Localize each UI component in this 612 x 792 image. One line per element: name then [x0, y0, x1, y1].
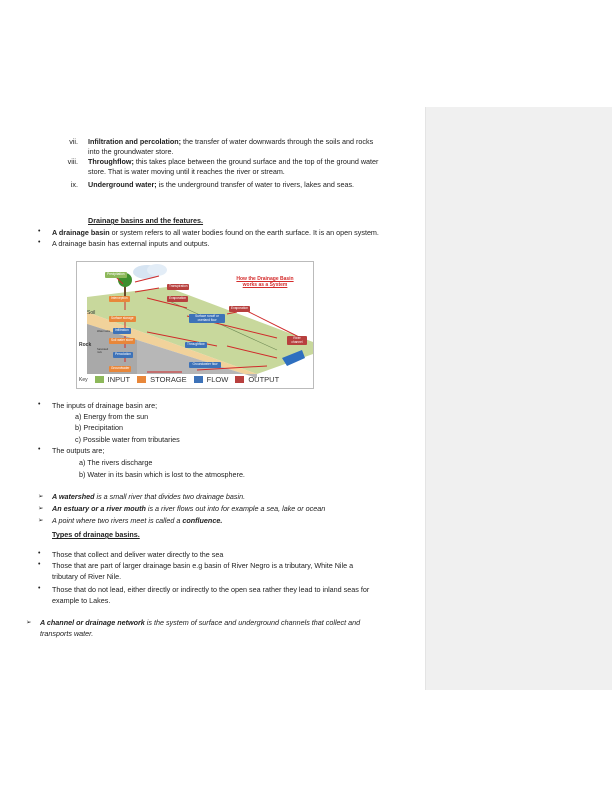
label-infiltration: Infiltration	[115, 328, 129, 332]
definition-text: A point where two rivers meet is called a	[52, 516, 183, 525]
key-storage: STORAGE	[150, 375, 187, 384]
section-heading: Drainage basins and the features.	[88, 216, 204, 225]
definition-item	[52, 504, 325, 514]
bullet-term: A drainage basin	[52, 228, 110, 237]
key-input: INPUT	[107, 375, 131, 384]
cloud-icon	[147, 264, 167, 276]
item-text: The rivers discharge	[87, 458, 153, 467]
output-item	[79, 470, 245, 480]
label-soil-water-store: Soil water store	[111, 338, 133, 342]
list-term: Throughflow;	[88, 157, 134, 166]
item-letter: b)	[75, 423, 82, 432]
output-item	[79, 458, 152, 468]
diagram-title	[225, 276, 305, 288]
input-item	[75, 435, 180, 445]
list-number: ix.	[70, 180, 78, 189]
definition-item	[40, 618, 360, 628]
definition-term: An estuary or a river mouth	[52, 504, 146, 513]
item-text: Possible water from tributaries	[83, 435, 180, 444]
drainage-basin-diagram	[76, 261, 314, 389]
bullet-icon: •	[38, 550, 41, 557]
label-precipitation: Precipitation	[107, 272, 125, 276]
item-letter: a)	[79, 458, 86, 467]
definition-term: A watershed	[52, 492, 95, 501]
list-term: Infiltration and percolation;	[88, 137, 182, 146]
label-groundwater-flow: Groundwater flow	[189, 362, 221, 368]
comment-pane	[425, 107, 612, 690]
label-throughflow: Throughflow	[187, 342, 205, 346]
diagram-title-line: How the Drainage Basin	[236, 276, 294, 282]
label-saturated-rock: Saturated rock	[97, 348, 109, 354]
definition-text: is a river flows out into for example a sea, lake or ocean	[145, 504, 326, 513]
list-number: vii.	[69, 137, 78, 146]
key-swatch-output	[235, 376, 244, 383]
item-letter: b)	[79, 470, 86, 479]
list-item	[88, 180, 354, 190]
item-text: Energy from the sun	[83, 412, 149, 421]
list-text: the transfer of water downwards through the soils and rocks	[181, 137, 374, 146]
label-evaporation: Evaporation	[169, 296, 187, 300]
bullet-icon: •	[38, 585, 41, 592]
label-soil: Soil	[87, 310, 96, 316]
inputs-intro: The inputs of drainage basin are;	[52, 401, 158, 410]
input-item	[75, 412, 148, 422]
label-rock: Rock	[79, 342, 92, 348]
list-number: viii.	[67, 157, 78, 166]
key-label: Key	[79, 376, 88, 383]
definition-term: confluence.	[182, 516, 223, 525]
bullet-item: A drainage basin has external inputs and outputs.	[52, 239, 210, 248]
list-item-continued: store. That is water moving until it reaches the river or stream.	[88, 167, 285, 176]
key-swatch-flow	[194, 376, 203, 383]
list-item-continued: into the groundwater store.	[88, 147, 174, 156]
label-surface-storage: Surface storage	[111, 316, 134, 320]
arrow-bullet-icon: ➢	[38, 505, 44, 512]
definition-item	[52, 492, 245, 502]
key-flow: FLOW	[206, 375, 229, 384]
outputs-intro: The outputs are;	[52, 446, 105, 455]
bullet-item: Those that are part of larger drainage basin e.g basin of River Negro is a tributary, White Nile a	[52, 561, 354, 570]
bullet-item: Those that do not lead, either directly or indirectly to the open sea rather they lead to inland seas for	[52, 585, 370, 594]
bullet-icon: •	[38, 446, 41, 453]
list-text: this takes place between the ground surface and the top of the ground water	[133, 157, 379, 166]
arrow-bullet-icon: ➢	[38, 517, 44, 524]
bullet-icon: •	[38, 561, 41, 568]
label-transpiration: Transpiration	[169, 284, 188, 288]
bullet-text: or system refers to all water bodies found on the earth surface. It is an open system.	[109, 228, 379, 237]
diagram-key	[79, 375, 279, 384]
list-item	[88, 137, 373, 147]
item-letter: a)	[75, 412, 82, 421]
list-term: Underground water;	[88, 180, 157, 189]
arrow-bullet-icon: ➢	[38, 493, 44, 500]
label-interception: Interception	[111, 296, 128, 300]
bullet-icon: •	[38, 401, 41, 408]
bullet-icon: •	[38, 239, 41, 246]
bullet-item: Those that collect and deliver water directly to the sea	[52, 550, 224, 559]
bullet-item-continued: example to Lakes.	[52, 596, 111, 605]
item-text: Precipitation	[83, 423, 123, 432]
input-item	[75, 423, 123, 433]
bullet-item	[52, 228, 379, 238]
bullet-icon: •	[38, 228, 41, 235]
definition-item-continued: transports water.	[40, 629, 94, 638]
label-river-channel: River channel	[287, 336, 307, 345]
definition-text: is the system of surface and underground channels that collect and	[144, 618, 361, 627]
definition-item	[52, 516, 222, 526]
label-water-table: Water table	[97, 330, 111, 333]
label-surface-runoff: Surface runoff or overland flow	[189, 314, 225, 323]
bullet-item-continued: tributary of River Nile.	[52, 572, 122, 581]
label-evaporation: Evaporation	[231, 306, 249, 310]
section-heading: Types of drainage basins.	[52, 530, 140, 539]
definition-term: A channel or drainage network	[40, 618, 145, 627]
arrow-bullet-icon: ➢	[26, 619, 32, 626]
item-text: Water in its basin which is lost to the atmosphere.	[87, 470, 245, 479]
list-text: is the underground transfer of water to rivers, lakes and seas.	[156, 180, 355, 189]
item-letter: c)	[75, 435, 81, 444]
list-item	[88, 157, 378, 167]
key-swatch-input	[95, 376, 104, 383]
label-groundwater: Groundwater	[111, 366, 130, 370]
diagram-title-line: works as a System	[242, 282, 288, 288]
key-swatch-storage	[137, 376, 146, 383]
label-percolation: Percolation	[115, 352, 131, 356]
key-output: OUTPUT	[248, 375, 280, 384]
definition-text: is a small river that divides two drainage basin.	[94, 492, 246, 501]
